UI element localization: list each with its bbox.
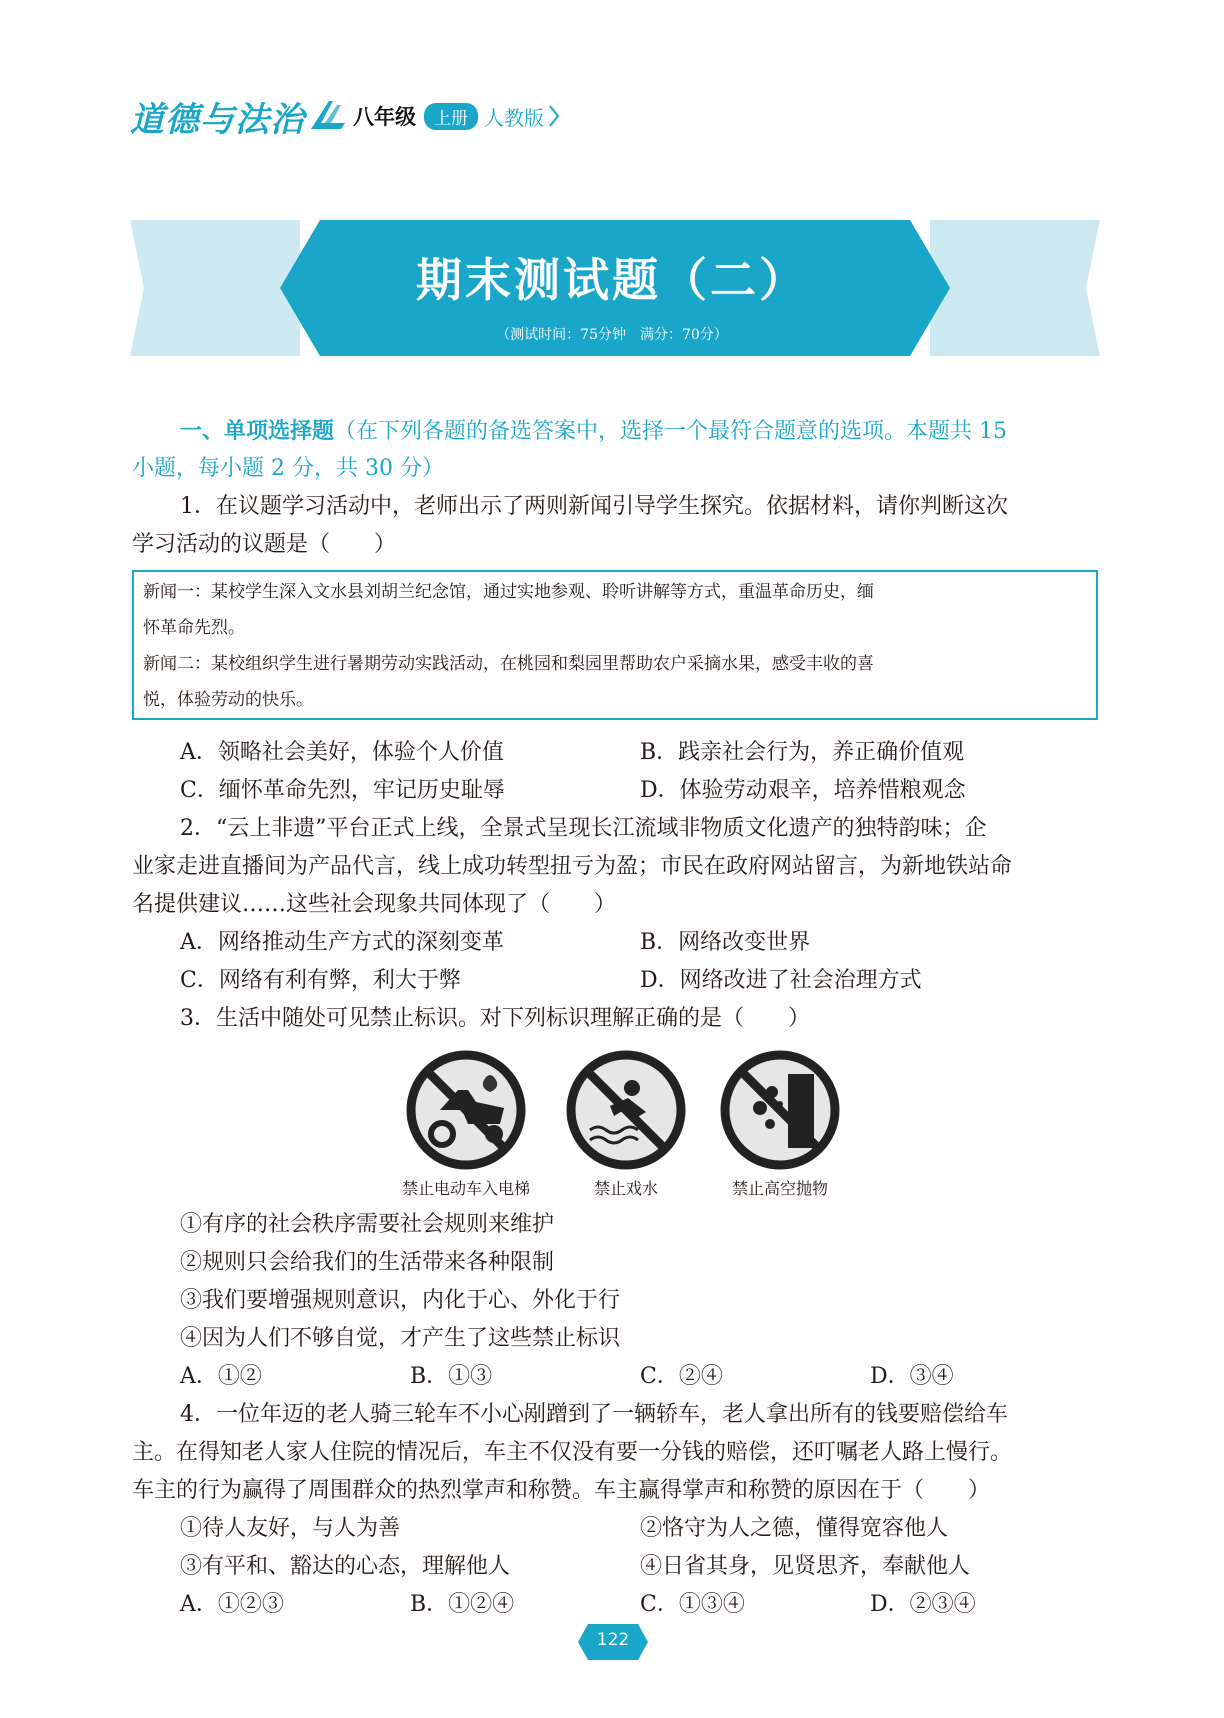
page-title: 期末测试题（二） (416, 253, 808, 307)
q2-stem-cont2: 名提供建议……这些社会现象共同体现了（ ） (132, 892, 617, 917)
q4-item-4: ④日省其身，见贤思齐，奉献他人 (640, 1554, 971, 1579)
q3-item-4: ④因为人们不够自觉，才产生了这些禁止标识 (180, 1326, 621, 1351)
subject-title: 道德与法治 (130, 99, 305, 140)
volume-badge: 上册 (424, 103, 478, 130)
q4-stem-cont: 主。在得知老人家人住院的情况后，车主不仅没有要一分钱的赔偿，还叮嘱老人路上慢行。 (132, 1440, 1013, 1465)
q2-stem: 2．“云上非遗”平台正式上线，全景式呈现长江流域非物质文化遗产的独特韵味；企 (180, 816, 987, 841)
sign-caption-2: 禁止戏水 (593, 1179, 658, 1198)
q4-stem-cont2: 车主的行为赢得了周围群众的热烈掌声和称赞。车主赢得掌声和称赞的原因在于（ ） (132, 1478, 991, 1503)
q3-item-2: ②规则只会给我们的生活带来各种限制 (180, 1250, 555, 1275)
q2-stem-cont: 业家走进直播间为产品代言，线上成功转型扭亏为盈；市民在政府网站留言，为新地铁站命 (132, 854, 1013, 879)
q3-option-c: C．②④ (640, 1364, 723, 1389)
q1-stem: 1．在议题学习活动中，老师出示了两则新闻引导学生探究。依据材料，请你判断这次 (180, 494, 1008, 519)
no-ebike-in-elevator-icon (406, 1050, 526, 1170)
q3-option-b: B．①③ (410, 1364, 493, 1389)
no-throwing-objects-icon (720, 1050, 840, 1170)
q2-option-d: D．网络改进了社会治理方式 (640, 968, 922, 993)
section-title: 一、单项选择题 (180, 418, 335, 444)
q3-stem: 3．生活中随处可见禁止标识。对下列标识理解正确的是（ ） (180, 1006, 810, 1031)
book-logo-icon (307, 97, 349, 135)
q1-option-b: B．践亲社会行为，养正确价值观 (640, 740, 965, 765)
brand-header (130, 92, 560, 140)
q1-option-a: A．领略社会美好，体验个人价值 (180, 740, 504, 765)
no-swimming-icon (566, 1050, 686, 1170)
section-note: （在下列各题的备选答案中，选择一个最符合题意的选项。本题共 15 (334, 419, 1008, 444)
grade-label: 八年级 (353, 105, 416, 129)
q4-option-b: B．①②④ (410, 1592, 515, 1617)
q3-item-3: ③我们要增强规则意识，内化于心、外化于行 (180, 1288, 621, 1313)
q1-option-c: C．缅怀革命先烈，牢记历史耻辱 (180, 778, 505, 803)
q3-option-d: D．③④ (870, 1364, 954, 1389)
q4-option-a: A．①②③ (180, 1592, 284, 1617)
q3-item-1: ①有序的社会秩序需要社会规则来维护 (180, 1212, 555, 1237)
news-1: 新闻一：某校学生深入文水县刘胡兰纪念馆，通过实地参观、聆听讲解等方式，重温革命历史，缅 (143, 582, 874, 602)
section-heading (180, 412, 1007, 451)
q4-item-3: ③有平和、豁达的心态，理解他人 (180, 1554, 511, 1579)
q2-option-a: A．网络推动生产方式的深刻变革 (180, 930, 504, 955)
q3-option-a: A．①② (180, 1364, 262, 1389)
exam-info: （测试时间：75分钟 满分：70分） (496, 327, 728, 343)
page-number: 122 (596, 1630, 630, 1650)
chevron-right-icon (548, 104, 560, 128)
q4-option-c: C．①③④ (640, 1592, 745, 1617)
news-2: 新闻二：某校组织学生进行暑期劳动实践活动，在桃园和梨园里帮助农户采摘水果，感受丰收的喜 (143, 654, 874, 674)
news-2-cont: 悦，体验劳动的快乐。 (143, 690, 313, 710)
edition-label: 人教版 (484, 105, 544, 130)
section-note-cont: 小题，每小题 2 分，共 30 分） (132, 456, 444, 481)
news-1-cont: 怀革命先烈。 (143, 618, 245, 638)
q4-item-1: ①待人友好，与人为善 (180, 1516, 401, 1541)
q2-option-b: B．网络改变世界 (640, 930, 811, 955)
q1-option-d: D．体验劳动艰辛，培养惜粮观念 (640, 778, 966, 803)
q4-option-d: D．②③④ (870, 1592, 976, 1617)
q2-option-c: C．网络有利有弊，利大于弊 (180, 968, 461, 993)
sign-caption-3: 禁止高空抛物 (731, 1179, 828, 1198)
q4-item-2: ②恪守为人之德，懂得宽容他人 (640, 1516, 949, 1541)
q1-stem-cont: 学习活动的议题是（ ） (132, 532, 397, 557)
q4-stem: 4．一位年迈的老人骑三轮车不小心剐蹭到了一辆轿车，老人拿出所有的钱要赔偿给车 (180, 1402, 1008, 1427)
sign-caption-1: 禁止电动车入电梯 (401, 1179, 530, 1198)
